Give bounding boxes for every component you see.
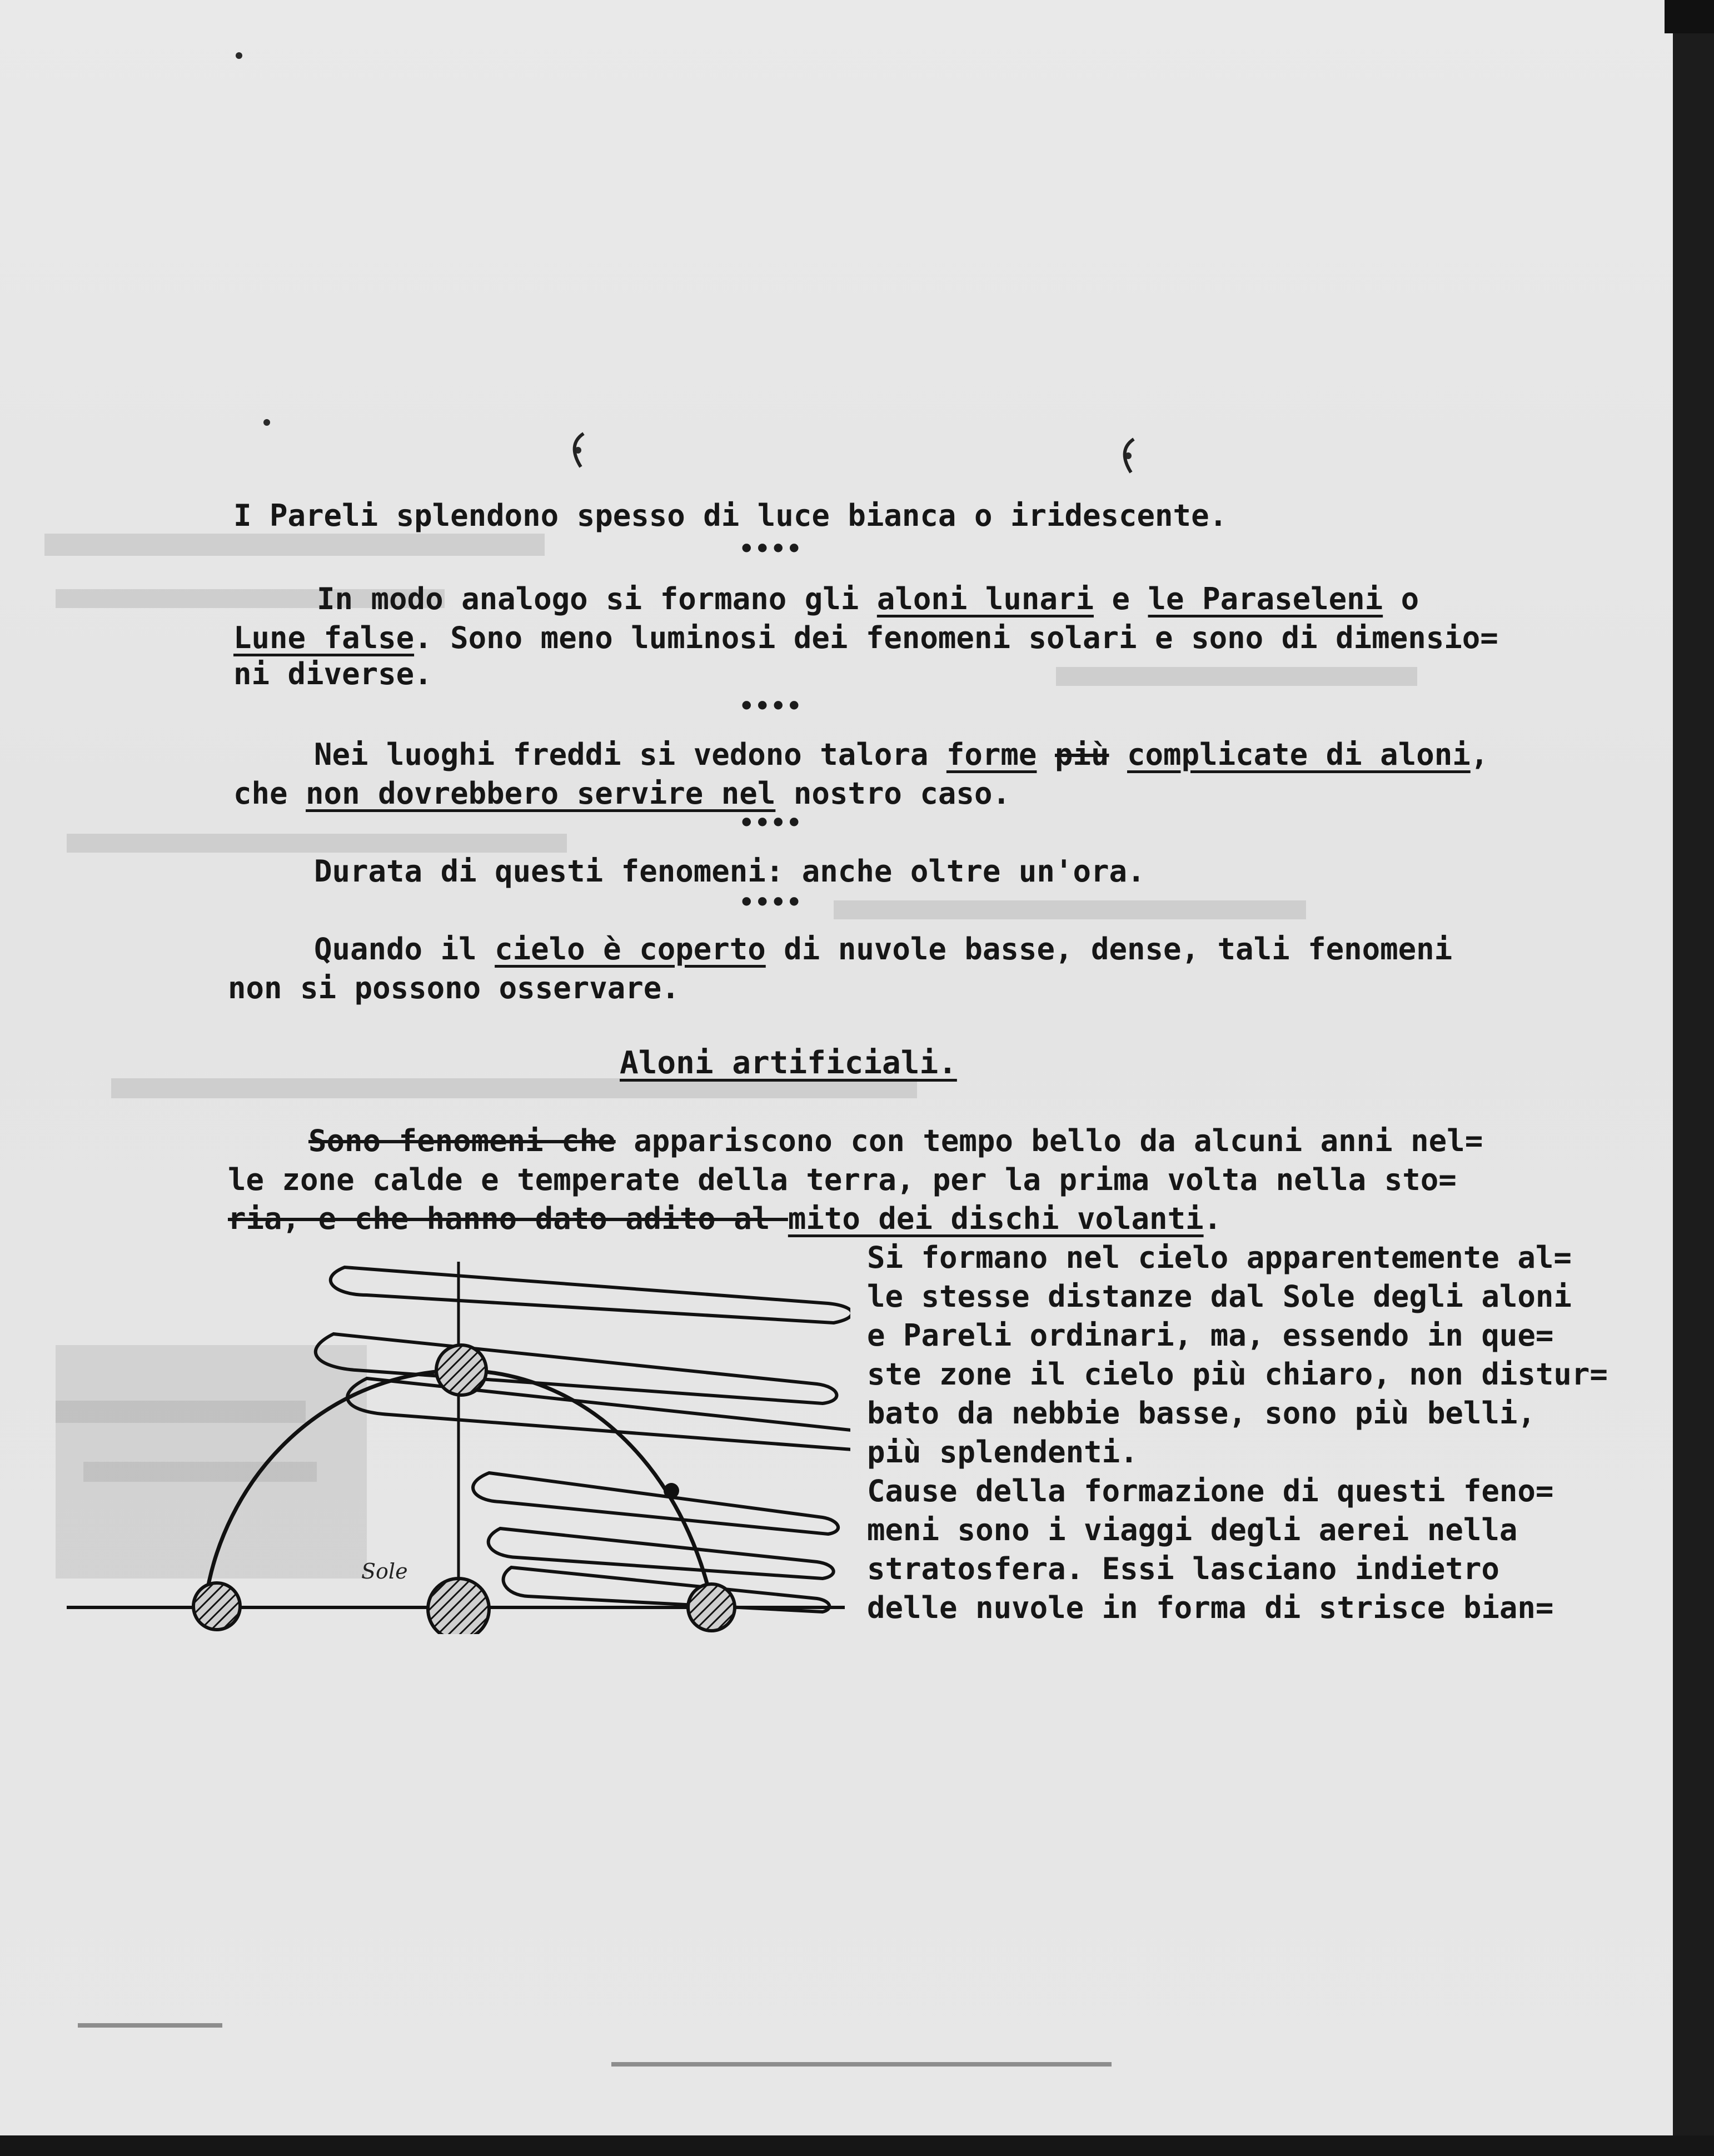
section-heading: Aloni artificiali. bbox=[620, 1045, 957, 1081]
sole-label: Sole bbox=[361, 1559, 408, 1584]
line-luoghi-freddi: Nei luoghi freddi si vedono talora forme più complicate di aloni, bbox=[314, 737, 1489, 772]
sun-top-icon bbox=[436, 1345, 486, 1395]
sun-center-icon bbox=[428, 1579, 489, 1634]
right-col-line-4: ste zone il cielo più chiaro, non distur= bbox=[867, 1357, 1608, 1392]
right-col-line-7: Cause della formazione di questi feno= bbox=[867, 1473, 1554, 1508]
right-col-line-6: più splendenti. bbox=[867, 1435, 1138, 1470]
right-col-line-1: Si formano nel cielo apparentemente al= bbox=[867, 1240, 1572, 1275]
line-diverse: ni diverse. bbox=[233, 656, 432, 691]
right-col-line-9: stratosfera. Essi lasciano indietro bbox=[867, 1551, 1499, 1586]
line-aloni-lunari: In modo analogo si formano gli aloni lunari e le Paraseleni o bbox=[317, 581, 1419, 616]
line-cielo-coperto: Quando il cielo è coperto di nuvole basse, dense, tali fenomeni bbox=[314, 932, 1453, 967]
line-sono-fenomeni: Sono fenomeni che appariscono con tempo bello da alcuni anni nel= bbox=[308, 1123, 1483, 1158]
line-zone-calde: le zone calde e temperate della terra, per la prima volta nella sto= bbox=[228, 1162, 1457, 1197]
scan-edge-right bbox=[1673, 0, 1714, 2156]
separator: •••• bbox=[739, 809, 803, 837]
right-col-line-2: le stesse distanze dal Sole degli aloni bbox=[867, 1279, 1572, 1314]
line-lune-false: Lune false. Sono meno luminosi dei fenomeni solari e sono di dimensio= bbox=[233, 620, 1498, 655]
scan-edge-bottom bbox=[0, 2135, 1714, 2156]
line-dischi-volanti: ria, e che hanno dato adito al mito dei dischi volanti. bbox=[228, 1201, 1222, 1236]
parelio-right-icon bbox=[688, 1584, 735, 1631]
halo-diagram bbox=[56, 1245, 850, 1634]
line-durata: Durata di questi fenomeni: anche oltre un'ora. bbox=[314, 854, 1145, 889]
right-col-line-8: meni sono i viaggi degli aerei nella bbox=[867, 1512, 1518, 1547]
line-osservare: non si possono osservare. bbox=[228, 970, 680, 1005]
right-col-line-10: delle nuvole in forma di strisce bian= bbox=[867, 1590, 1554, 1625]
line-pareli: I Pareli splendono spesso di luce bianca o iridescente. bbox=[233, 498, 1228, 533]
right-col-line-5: bato da nebbie basse, sono più belli, bbox=[867, 1396, 1536, 1431]
separator: •••• bbox=[739, 535, 803, 563]
separator: •••• bbox=[739, 692, 803, 720]
separator: •••• bbox=[739, 888, 803, 917]
parelio-left-icon bbox=[193, 1583, 240, 1630]
right-col-line-3: e Pareli ordinari, ma, essendo in que= bbox=[867, 1318, 1554, 1353]
line-nostro-caso: che non dovrebbero servire nel nostro caso. bbox=[233, 776, 1010, 811]
